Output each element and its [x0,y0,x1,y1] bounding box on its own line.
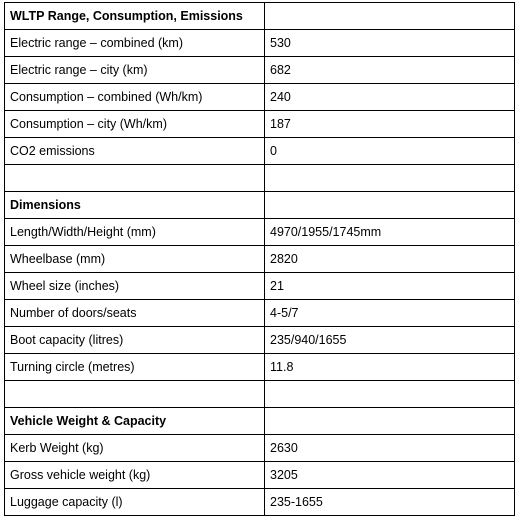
row-value: 235/940/1655 [265,327,515,354]
row-value: 235-1655 [265,489,515,516]
blank-cell [5,381,265,408]
table-row [5,111,515,138]
row-label: Length/Width/Height (mm) [5,219,265,246]
section-header-empty-cell [265,192,515,219]
section-title: Dimensions [5,192,265,219]
row-label: Wheel size (inches) [5,273,265,300]
table-row [5,246,515,273]
row-label: Wheelbase (mm) [5,246,265,273]
row-value: 530 [265,30,515,57]
row-label: Kerb Weight (kg) [5,435,265,462]
row-label: Electric range – city (km) [5,57,265,84]
table-row [5,435,515,462]
section-header-row [5,3,515,30]
blank-cell [265,165,515,192]
blank-cell [265,381,515,408]
row-label: Consumption – city (Wh/km) [5,111,265,138]
table-row [5,57,515,84]
row-value: 0 [265,138,515,165]
blank-cell [5,165,265,192]
section-title: Vehicle Weight & Capacity [5,408,265,435]
table-row [5,30,515,57]
row-value: 4-5/7 [265,300,515,327]
spec-table [4,2,515,516]
row-value: 11.8 [265,354,515,381]
table-row [5,354,515,381]
blank-row [5,165,515,192]
section-title: WLTP Range, Consumption, Emissions [5,3,265,30]
row-label: Gross vehicle weight (kg) [5,462,265,489]
table-row [5,273,515,300]
blank-row [5,381,515,408]
table-row [5,84,515,111]
row-value: 187 [265,111,515,138]
table-row [5,462,515,489]
table-row [5,300,515,327]
table-row [5,219,515,246]
row-label: Electric range – combined (km) [5,30,265,57]
row-value: 2820 [265,246,515,273]
row-label: Consumption – combined (Wh/km) [5,84,265,111]
row-value: 21 [265,273,515,300]
section-header-empty-cell [265,408,515,435]
table-row [5,138,515,165]
row-value: 4970/1955/1745mm [265,219,515,246]
section-header-empty-cell [265,3,515,30]
row-value: 240 [265,84,515,111]
row-label: Boot capacity (litres) [5,327,265,354]
section-header-row [5,192,515,219]
row-value: 3205 [265,462,515,489]
table-row [5,327,515,354]
row-label: CO2 emissions [5,138,265,165]
row-label: Number of doors/seats [5,300,265,327]
table-row [5,489,515,516]
row-label: Luggage capacity (l) [5,489,265,516]
section-header-row [5,408,515,435]
row-label: Turning circle (metres) [5,354,265,381]
row-value: 2630 [265,435,515,462]
row-value: 682 [265,57,515,84]
